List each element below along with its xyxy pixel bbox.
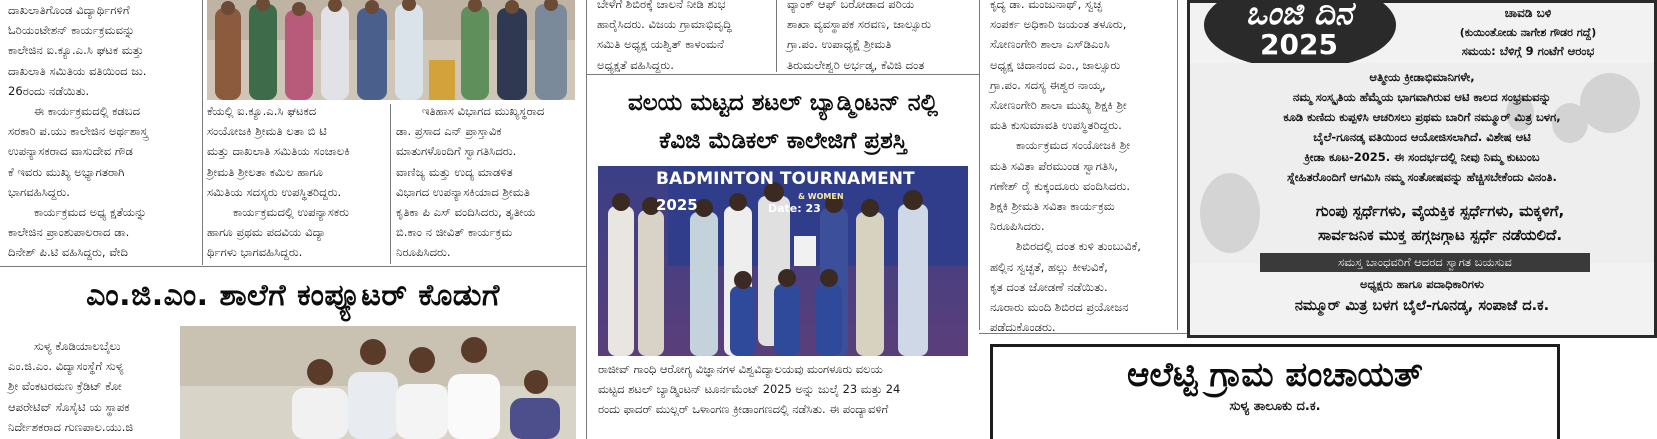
ad-time: ಸಮಯ: ಬೆಳಿಗ್ಗೆ 9 ಗಂಟೆಗೆ ಆರಂಭ [1461, 44, 1595, 58]
text-line: ಕಾರ್ಯಕ್ರಮದ ಸಂಯೋಜಕಿ ಶ್ರೀ [1016, 138, 1131, 153]
text-line: ಕಾಲೇಜಿನ ಪ್ರಾಂಶುಪಾಲರಾದ ಡಾ. [8, 225, 130, 240]
text-line: ಕೃತಿಕಾ ಪಿ ಎಸ್ ವಂದಿಸಿದರು, ತೃತೀಯ [396, 205, 536, 220]
computer-donation-photo [180, 326, 576, 439]
text-line: ನಿರ್ದೇಶಕರಾದ ಗುಣಪಾಲ.ಯು.ಜಿ [8, 419, 134, 434]
ad-line: ಸ್ನೇಹಿತರೊಂದಿಗೆ ಆಗಮಿಸಿ ನಮ್ಮ ಸಂತೋಷವನ್ನು ಹೆಚ್ಚಿಸಬೇಕೆಂದು ವಿನಂತಿ. [1287, 170, 1557, 184]
ad-title: ಒಂಜಿ ದಿನ [1245, 0, 1353, 32]
text-line: ಕಾರ್ಯಕ್ರಮದಲ್ಲಿ ಉಪನ್ಯಾಸಕರು [233, 205, 349, 220]
badminton-banner-year: 2025 [656, 196, 698, 214]
text-line: ನೂರಾರು ಮಂದಿ ಶಿಬಿರದ ಪ್ರಯೋಜನ [990, 300, 1129, 315]
ad-line: ಕೂಡಿ ಕುಣಿದು ಕುಪ್ಪಳಿಸಿ ಆಚರಿಸಲು ಪ್ರಥಮ ಬಾರಿಗೆ ನಮ್ಮೂರ್ ಮಿತ್ರ ಬಳಗ, [1283, 110, 1561, 124]
text-line: ರಂದು ಫಾದರ್ ಮುಲ್ಲರ್ ಒಳಾಂಗಣ ಕ್ರೀಡಾಂಗಣದಲ್ಲಿ ನಡೆಸಿತು. ಈ ಪಂದ್ಯಾವಳಿಗೆ [598, 402, 889, 416]
ad-games-line-1: ಗುಂಪು ಸ್ಪರ್ಧೆಗಳು, ವೈಯಕ್ತಿಕ ಸ್ಪರ್ಧೆಗಳು, ಮಕ್ಕಳಿಗೆ, [1315, 202, 1565, 220]
text-line: ಶ್ರೀಮತಿ ಶ್ರೀಲತಾ ಕಮಿಲ ಹಾಗೂ [207, 164, 323, 179]
text-line: ದಾಖಲಾತಿಗೊಂಡ ವಿದ್ಯಾರ್ಥಿಗಳಿಗೆ [8, 3, 130, 17]
article-dental-camp-col-c [990, 0, 1170, 337]
text-line: ಓರಿಯಂಟೇಶನ್ ಕಾರ್ಯಕ್ರಮವನ್ನು [8, 23, 135, 38]
ad-venue-detail: (ಕುಯಿಂತೋಡು ನಾಗೇಶ ಗೌಡರ ಗದ್ದೆ) [1459, 26, 1597, 39]
text-line: ಎಂ.ಜಿ.ಎಂ. ವಿದ್ಯಾಸಂಸ್ಥೆಗೆ ಸುಳ್ಯ [8, 359, 124, 374]
text-line: ಇತಿಹಾಸ ವಿಭಾಗದ ಮುಖ್ಯಸ್ಥರಾದ [422, 104, 545, 118]
ad-venue: ಚಾವಡಿ ಬಳಿ [1504, 6, 1552, 20]
headline-badminton-line-1: ವಲಯ ಮಟ್ಟದ ಶಟಲ್ ಬ್ಯಾಡ್ಮಿಂಟನ್ ನಲ್ಲಿ [628, 90, 938, 116]
ad-line: ಆತ್ಮೀಯ ಕ್ರೀಡಾಭಿಮಾನಿಗಳೇ, [1369, 70, 1475, 84]
badminton-banner-title: BADMINTON TOURNAMENT [656, 169, 915, 189]
column-rule [390, 104, 391, 264]
text-line: ಹಲ್ಲಿನ ಸ್ವಚ್ಛತೆ, ಹಲ್ಲು ಕೀಳುವಿಕೆ, [990, 259, 1108, 274]
text-line: ನಿರೂಪಿಸಿದರು. [396, 245, 451, 260]
text-line: ಸಂಪರ್ಕ ಅಧಿಕಾರಿ ಜಯಂತ ತಳೂರು, [990, 17, 1127, 32]
ad-line: ನಮ್ಮ ಸಂಸ್ಕೃತಿಯ ಹೆಮ್ಮೆಯ ಭಾಗವಾಗಿರುವ ಆಟಿ ಕಾಲದ ಸಂಭ್ರಮವನ್ನು [1292, 90, 1552, 104]
text-line: ಅಧ್ಯಕ್ಷ ಚಿದಾನಂದ ಎಂ., ಜಾಲ್ಸೂರು [990, 57, 1121, 72]
article-orientation-col-3 [396, 101, 576, 263]
text-line: ಸರಕಾರಿ ಪ.ಯು ಕಾಲೇಜಿನ ಅರ್ಥಶಾಸ್ತ್ರ [8, 124, 148, 139]
badminton-team-photo [598, 166, 968, 356]
text-line: ಶಿಕ್ಷಕಿ ಶ್ರೀಮತಿ ಸವಿತಾ ಕಾರ್ಯಕ್ರಮ [990, 199, 1115, 214]
text-line: ಆಪರೇಟಿವ್ ಸೊಸೈಟಿ ಯ ಸ್ಥಾಪಕ [8, 399, 130, 414]
text-line: ಶ್ರೀ ವೆಂಕಟರಮಣ ಕ್ರೆಡಿಟ್ ಕೋ [8, 379, 122, 394]
text-line: ಸಂಯೋಜಕಿ ಶ್ರೀಮತಿ ಲತಾ ಬಿ ಟಿ [207, 124, 327, 139]
article-orientation-col-1 [8, 0, 198, 263]
badminton-caption [598, 359, 970, 419]
text-line: ಕೆಯಲ್ಲಿ ಐ.ಕ್ಯೂ.ಎ.ಸಿ ಘಟಕದ [207, 104, 317, 118]
ad-games-line-2: ಸಾರ್ವಜನಿಕ ಮುಕ್ತ ಹಗ್ಗಜಗ್ಗಾಟ ಸ್ಪರ್ಧೆ ನಡೆಯಲಿದೆ. [1317, 226, 1563, 244]
headline-badminton-line-2: ಕೆವಿಜಿ ಮೆಡಿಕಲ್ ಕಾಲೇಜಿಗೆ ಪ್ರಶಸ್ತಿ [659, 128, 907, 154]
text-line: ಸುಳ್ಯ ಕೊಡಿಯಾಲಬೈಲು [34, 339, 121, 353]
ad-line: ಕ್ರೀಡಾ ಕೂಟ-2025. ಈ ಸಂದರ್ಭದಲ್ಲಿ ನೀವು ನಿಮ್ಮ ಕುಟುಂಬ [1304, 150, 1540, 164]
text-line: ವ್ಯಾಂಕ್ ಆಫ್ ಬರೋಡಾದ ಪರಿಯ [787, 0, 915, 11]
orientation-event-photo [207, 0, 575, 100]
text-line: ತಿರುಮಲೇಶ್ವರಿ ಅರ್ಭಡ್ಕ, ಕೆವಿಜಿ ದಂತ [787, 57, 925, 72]
text-line: ಬೇಳೆಗೆ ಶಿಬಿರಕ್ಕೆ ಚಾಲನೆ ನೀಡಿ ಶುಭ [597, 0, 726, 11]
text-line: ಬಿ.ಕಾಂ ನ ಜೀವಿತ್ ಕಾರ್ಯಕ್ರಮ [396, 225, 513, 240]
badminton-banner-date: Date: 23 [768, 202, 821, 215]
text-line: ದಾಖಲಾತಿ ಸಮಿತಿಯ ವತಿಯಿಂದ ಜು. [8, 63, 147, 78]
column-rule [202, 0, 203, 265]
panchayat-subtitle: ಸುಳ್ಯ ತಾಲೂಕು ದ.ಕ. [1229, 399, 1321, 414]
text-line: ಭಾಗವಹಿಸಿದ್ದರು. [8, 184, 70, 199]
text-line: ಮತಿ ಸವಿತಾ ಪೆರಮುಂಡ ಸ್ವಾಗತಿಸಿ, [990, 158, 1118, 173]
text-line: ಕಾರ್ಯಕ್ರಮದ ಅಧ್ಯ ಕ್ಷತೆಯನ್ನು [34, 205, 147, 220]
ad-body [1190, 67, 1654, 187]
section-rule [0, 266, 586, 267]
text-line: ಗ್ರಾ.ಪಂ. ಉಪಾಧ್ಯಕ್ಷೆ ಶ್ರೀಮತಿ [787, 37, 892, 52]
text-line: ಅಧ್ಯಕ್ಷತೆ ವಹಿಸಿದ್ದರು. [597, 57, 674, 72]
text-line: ಡಾ. ಪ್ರಸಾದ ಎನ್ ಪ್ರಾಸ್ತಾವಿಕ [396, 124, 502, 139]
text-line: ನಿರೂಪಿಸಿದರು. [990, 219, 1045, 234]
text-line: ದಿನೇಶ್ ಪಿ.ಟಿ ವಹಿಸಿದ್ದರು, ವೇದಿ [8, 245, 128, 260]
headline-computer-donation: ಎಂ.ಜಿ.ಎಂ. ಶಾಲೆಗೆ ಕಂಪ್ಯೂಟರ್ ಕೊಡುಗೆ [86, 278, 500, 313]
text-line: ರ್ಥಿಗಳು ಭಾಗವಹಿಸಿದ್ದರು. [207, 245, 303, 260]
text-line: ರಾಜೀವ್ ಗಾಂಧಿ ಆರೋಗ್ಯ ವಿಜ್ಞಾನಗಳ ವಿಶ್ವವಿದ್ಯಾಲಯವು ಮಂಗಳೂರು ವಲಯ [598, 362, 883, 376]
text-line: ಉಪನ್ಯಾಸಕರಾದ ವಾಸುದೇವ ಗೌಡ [8, 144, 133, 159]
column-rule [776, 0, 777, 72]
text-line: ಸಮಿತಿ ಅಧ್ಯಕ್ಷ ಯಶ್ವಿತ್ ಕಾಳಂಮನೆ [597, 37, 724, 52]
text-line: ಸೋಣಂಗೇರಿ ಶಾಲಾ ಮುಖ್ಯ ಶಿಕ್ಷಕಿ ಶ್ರೀ [990, 98, 1127, 113]
text-line: ಹಾಗೂ ಪ್ರಥಮ ಪದವಿಯ ವಿದ್ಯಾ [207, 225, 326, 240]
ad-line: ಬೈಲೆ-ಗೂನಡ್ಕ ವತಿಯಿಂದ ಆಯೋಜಿಸಲಾಗಿದೆ. ವಿಶೇಷ ಆಟಿ [1313, 130, 1531, 144]
column-rule [1177, 0, 1178, 330]
text-line: ಶಿಬಿರದಲ್ಲಿ ದಂತ ಕುಳಿ ತುಂಬುವಿಕೆ, [1016, 239, 1141, 254]
article-dental-camp-col-b [787, 0, 971, 75]
text-line: ಮಟ್ಟದ ಶಟಲ್ ಬ್ಯಾಡ್ಮಿಂಟನ್ ಟೂರ್ನಮೆಂಟ್ 2025 ಅನ್ನು ಜುಲೈ 23 ಮತ್ತು 24 [598, 382, 901, 396]
ad-organiser-name: ನಮ್ಮೂರ್ ಮಿತ್ರ ಬಳಗ ಬೈಲೆ-ಗೂನಡ್ಕ, ಸಂಪಾಜೆ ದ.ಕ. [1294, 298, 1550, 314]
text-line: ಮಾತುಗಳೊಂದಿಗೆ ಸ್ವಾಗತಿಸಿದರು. [396, 144, 517, 159]
text-line: ಪಡೆದುಕೊಂಡರು. [990, 320, 1056, 335]
column-rule [586, 0, 587, 439]
column-rule [979, 0, 980, 330]
text-line: 26ರಂದು ನಡೆಯಿತು. [8, 83, 90, 98]
text-line: ವಾಣಿಜ್ಯ ಮತ್ತು ಉದ್ಯ ಮಾಡಳಿತ [396, 164, 513, 179]
text-line: ಈ ಕಾರ್ಯಕ್ರಮದಲ್ಲಿ ಕಡಬದ [34, 104, 141, 119]
text-line: ಕೃದ್ಯ ಡಾ. ಮಂಜುನಾಥ್, ಸ್ವಚ್ಛ [990, 0, 1103, 11]
text-line: ಹಾರೈಸಿದರು. ವಿಜಯ ಗ್ರಾಮಾಭಿವೃದ್ಧಿ [597, 17, 732, 32]
ad-year: 2025 [1260, 28, 1338, 61]
panchayat-title: ಆಲೆಟ್ಟಿ ಗ್ರಾಮ ಪಂಚಾಯತ್ [1127, 355, 1423, 395]
text-line: ಸೋಣಂಗೇರಿ ಶಾಲಾ ಎಸ್‌ಡಿಎಂಸಿ [990, 37, 1110, 52]
text-line: ಸಮಿತಿಯ ಸದಸ್ಯರು ಉಪಸ್ಥಿತರಿದ್ದರು. [207, 184, 342, 199]
text-line: ಕೆ ಇವರು ಮುಖ್ಯ ಅಭ್ಯಾಗತರಾಗಿ [8, 164, 125, 179]
article-orientation-col-2 [207, 101, 385, 263]
text-line: ಕಾಲೇಜಿನ ಐ.ಕ್ಯೂ.ಎ.ಸಿ ಘಟಕ ಮತ್ತು [8, 43, 144, 58]
ad-welcome-band: ಸಮಸ್ತ ಬಾಂಧವರಿಗೆ ಆದರದ ಸ್ವಾಗತ ಬಯಸುವ [1260, 253, 1590, 272]
aati-sports-advertisement [1187, 0, 1657, 338]
panchayat-notice [990, 344, 1560, 439]
text-line: ಕೃತ ದಂತ ಜೋಡಣೆ ನಡೆಯಿತು. [990, 279, 1108, 294]
text-line: ಮತ್ತು ದಾಖಲಾತಿ ಸಮಿತಿಯ ಸಂಚಾಲಕಿ [207, 144, 350, 159]
badminton-banner-sub: & WOMEN [798, 192, 844, 201]
text-line: ವಿಭಾಗದ ಉಪನ್ಯಾಸಕಿಯಾದ ಶ್ರೀಮತಿ [396, 184, 530, 199]
text-line: ಮತಿ ಕುಸುಮಾವತಿ ಉಪಸ್ಥಿತರಿದ್ದರು. [990, 118, 1122, 133]
ad-organiser-title: ಅಧ್ಯಕ್ಷರು ಹಾಗೂ ಪದಾಧಿಕಾರಿಗಳು [1360, 277, 1484, 291]
text-line: ಶಾಖಾ ವ್ಯವಸ್ಥಾಪಕ ಸರವಣ, ಜಾಲ್ಸೂರು [787, 17, 931, 32]
text-line: ಗ್ರಾ.ಪಂ. ಸದಸ್ಯ ಈಶ್ವರ ನಾಯ್ಕ, [990, 77, 1106, 92]
article-dental-camp-col-a [597, 0, 769, 75]
article-computer-col [8, 336, 174, 437]
text-line: ಗಣೇಶ್ ರೈ ಕುಕ್ಕಂದೂರು ವಂದಿಸಿದರು. [990, 178, 1131, 193]
